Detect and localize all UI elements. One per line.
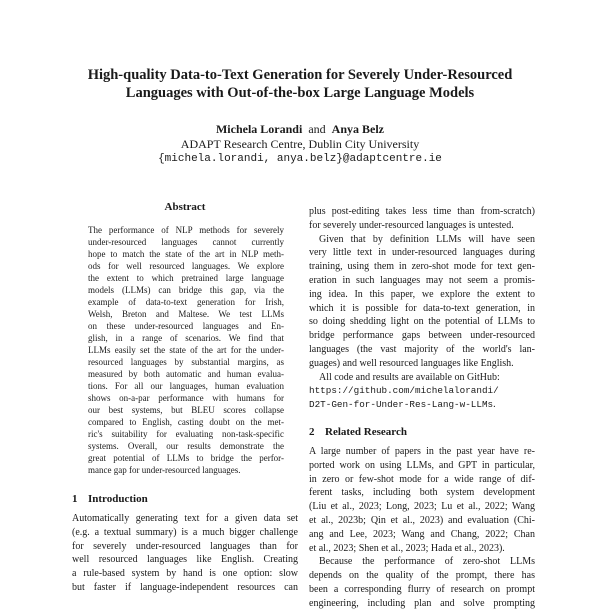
author-conjunction: and [308,122,326,136]
url-period: . [493,399,496,411]
text-line: A large number of papers in the past year have re- [309,445,535,457]
text-line: Automatically generating text for a given data set [72,513,298,524]
author-email: {michela.lorandi, anya.belz}@adaptcentre.ie [158,153,442,165]
github-url[interactable]: D2T-Gen-for-Under-Res-Lang-w-LLMs [309,399,494,411]
affiliation: ADAPT Research Centre, Dublin City University [180,137,420,151]
paper-title [60,66,540,102]
text-line: models (LLMs) can bridge this gap, via the [88,285,284,295]
author-name: Anya Belz [331,122,384,136]
section-title: Related Research [325,425,407,438]
github-url-line[interactable] [309,398,535,412]
text-line: under-resourced languages cannot currently [88,237,284,247]
text-line: been a corresponding flurry of research on prompt [309,583,535,595]
section-number: 2 [309,425,315,438]
title-line: High-quality Data-to-Text Generation for Severely Under-Resourced [87,67,513,83]
text-line: our best systems, but BLEU scores collapse [88,405,284,415]
text-line: in zero or few-shot mode for a wide range of dif- [309,473,535,485]
author-block [60,122,540,167]
text-line: engineering, including plan and solve prompting [309,597,535,609]
author-names [60,122,540,137]
text-line: Because the performance of zero-shot LLMs [319,556,535,568]
text-line: example of data-to-text generation for Irish, [88,297,284,307]
text-line: glish, in a range of scenarios. We find that [88,333,284,343]
abstract-heading: Abstract [164,201,206,213]
section-heading-related-research [309,425,535,439]
section-heading-introduction [72,492,298,506]
text-line: for severely under-resourced languages is untested. [309,219,514,231]
text-line: tions. For all our languages, human evaluation [88,381,284,391]
text-line: bridge performance gaps between under-resourced [309,330,535,342]
text-line: Welsh, Breton and Maltese. We test LLMs [88,309,284,319]
text-line: great potential of LLMs to bridge the perfor- [88,453,284,463]
text-line: All code and results are available on GitHub: [319,371,500,383]
text-line: (Liu et al., 2023; Long, 2023; Lu et al., 2022; Wang [309,501,535,513]
text-line: ric's suitability for evaluating non-task-specific [88,429,284,439]
introduction-body [72,512,298,595]
text-line: plus post-editing takes less time than from-scratch) [309,206,535,217]
text-line: which it is possible for data-to-text generation, in [309,302,535,314]
paragraph [309,233,535,371]
text-line: well resourced languages like English. Creating [72,554,298,566]
text-line: (e.g. a textual summary) is a much bigger challenge [72,526,298,538]
text-line: compared to English, casting doubt on the met- [88,417,284,427]
text-line: LLMs easily set the state of the art for the under- [88,345,284,355]
github-url[interactable]: https://github.com/michelalorandi/ [309,385,499,397]
text-line: ing idea. In this paper, we explore the extent to [309,288,535,300]
author-name: Michela Lorandi [215,122,303,136]
text-line: depends on the quality of the prompt, there has [309,570,535,582]
text-line: resourced languages by substantial margins, as [88,357,284,367]
text-line: mance gap for under-resourced languages. [88,465,241,475]
text-line: ferent tasks, including both system development [309,487,535,499]
github-url-line[interactable] [309,384,535,398]
section-title: Introduction [88,493,148,505]
text-line: so doing shedding light on the potential of LLMs to [309,316,535,328]
text-line: measured by both automatic and human evalua- [88,369,284,379]
text-line: a rule-based system by hand is one option: slow [72,568,298,580]
text-line: et al., 2023; Shen et al., 2023; Hada et al., 2023). [309,542,505,554]
abstract-body [88,224,284,476]
text-line: et al., 2023b; Qin et al., 2023) and evaluation (Chi- [309,514,535,526]
paragraph [309,371,535,412]
text-line: languages (the vast majority of the world's lan- [309,343,535,355]
text-line: ported work on using LLMs, and GPT in particular, [309,459,535,471]
section-number: 1 [72,493,78,505]
text-line: The performance of NLP methods for severely [88,225,284,235]
paragraph [309,205,535,233]
text-line: systems. Overall, our results demonstrate the [88,441,284,451]
text-line: hope to match the state of the art in NLP meth- [88,249,284,259]
text-line: Given that by definition LLMs will have seen [319,233,535,245]
text-line: ang and Lee, 2023; Wang and Chang, 2022; Chan [309,528,535,540]
text-line: on these under-resourced languages and En- [88,321,284,331]
paragraph [309,445,535,555]
right-column [309,205,535,611]
text-line: guages) and well resourced languages like English. [309,357,514,369]
text-line: shows on-a-par performance with humans for [88,393,284,403]
title-line: Languages with Out-of-the-box Large Language Models [125,85,475,101]
text-line: the extent to which pretrained large language [88,273,284,283]
left-column [72,200,298,595]
text-line: training, using them in zero-shot mode for text gen- [309,261,535,273]
text-line: very little text in under-resourced languages during [309,247,535,259]
text-line: eration in such languages may not seem a promis- [309,274,535,286]
paragraph [309,555,535,610]
text-line: for severely under-resourced languages than for [72,540,298,552]
text-line: but faster if language-independent resources can [72,581,298,593]
text-line: ods for well resourced languages. We explore [88,261,284,271]
